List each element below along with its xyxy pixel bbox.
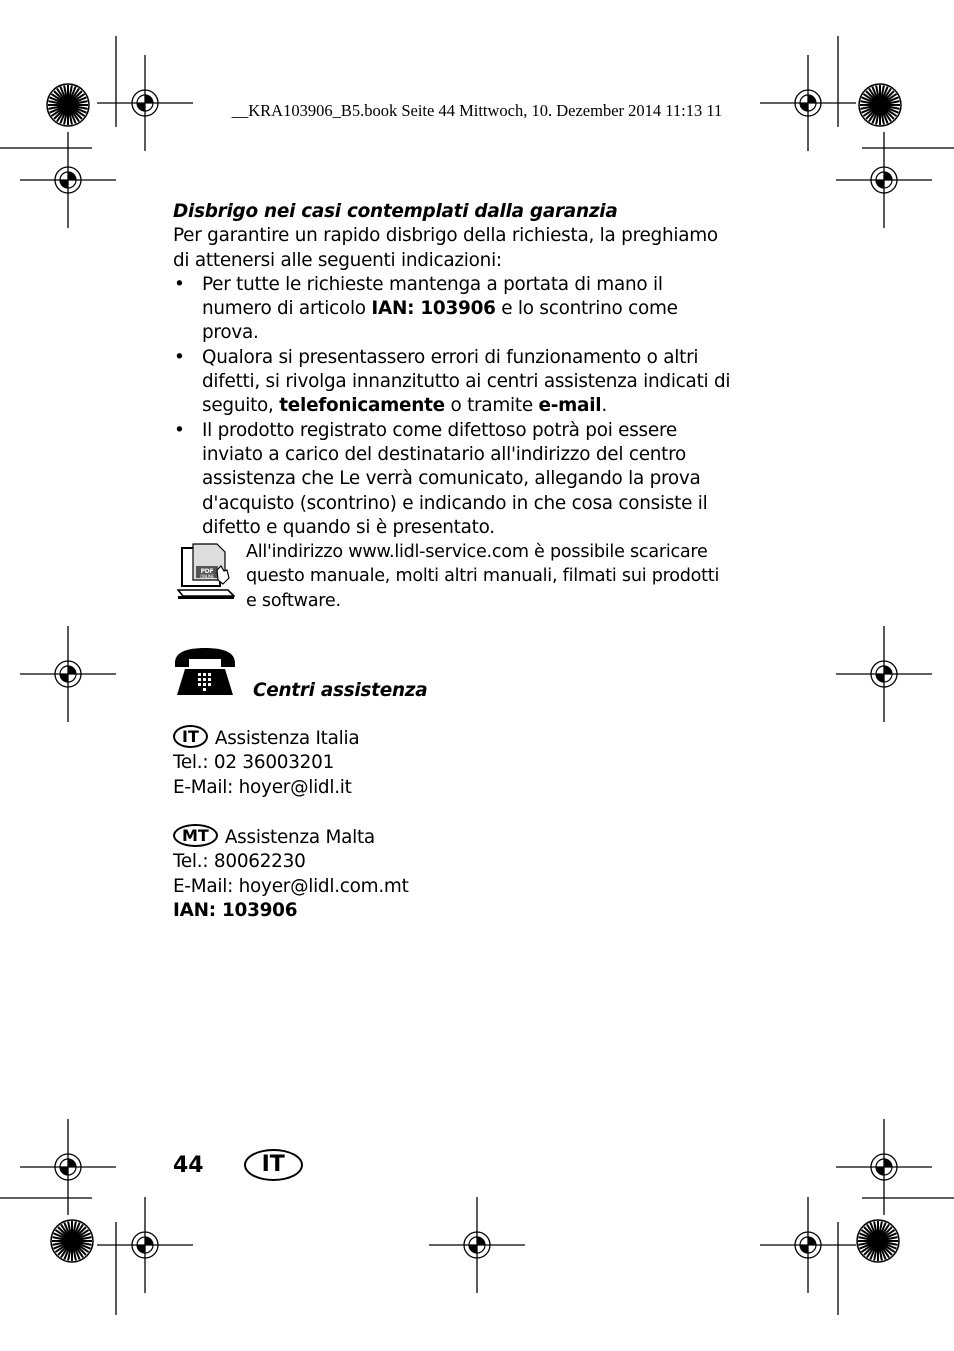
country-badge: MT: [173, 824, 218, 847]
service-italy: IT Assistenza Italia Tel.: 02 36003201 E-Mail: hoyer@lidl.it: [173, 725, 733, 800]
download-note: PDF ONLINE All'indirizzo www.lidl-service.com è possibile scaricare questo manuale, molti altri manuali, filmati sui prodotti e software.: [173, 540, 733, 613]
warranty-intro: Per garantire un rapido disbrigo della richiesta, la preghiamo di attenersi alle seguenti indicazioni:: [173, 225, 718, 271]
phone-number: Tel.: 02 36003201: [173, 752, 335, 774]
page-footer: [173, 1149, 303, 1181]
ian-number: IAN: 103906: [371, 298, 496, 320]
phone-number: Tel.: 80062230: [173, 851, 306, 873]
email-address: E-Mail: hoyer@lidl.com.mt: [173, 875, 409, 897]
service-header: [173, 647, 733, 707]
print-info-header: __KRA103906_B5.book Seite 44 Mittwoch, 10. Dezember 2014 11:13 11: [231, 101, 723, 120]
ian-label: IAN: 103906: [173, 899, 298, 921]
language-badge: IT: [244, 1149, 303, 1181]
list-item: • Qualora si presentassero errori di funzionamento o altri difetti, si rivolga innanzitutto ai centri assistenza indicati di seguito, telefonicamente o tramite e-mail.: [173, 346, 733, 419]
warranty-list: [173, 273, 733, 540]
svg-text:PDF: PDF: [200, 568, 214, 576]
pdf-download-icon: [177, 542, 235, 600]
country-badge: IT: [173, 725, 208, 748]
list-item: • Per tutte le richieste mantenga a portata di mano il numero di articolo IAN: 103906 e lo scontrino come prova.: [173, 273, 733, 346]
service-malta: MT Assistenza Malta Tel.: 80062230 E-Mail: hoyer@lidl.com.mt: [173, 824, 733, 899]
telephone-icon: [173, 647, 237, 697]
service-title: Centri assistenza: [253, 680, 428, 702]
list-item: • Il prodotto registrato come difettoso potrà poi essere inviato a carico del destinatario all'indirizzo del centro assistenza che Le verrà comunicato, allegando la prova d'acquisto (scontrino) e indicando in che cosa consiste il difetto e quando si è presentato.: [173, 419, 733, 540]
warranty-title: Disbrigo nei casi contemplati dalla garanzia: [173, 201, 618, 222]
page-content: [173, 200, 733, 923]
email-address: E-Mail: hoyer@lidl.it: [173, 776, 352, 798]
svg-text:ONLINE: ONLINE: [200, 574, 214, 580]
page-number: 44: [173, 1152, 204, 1178]
